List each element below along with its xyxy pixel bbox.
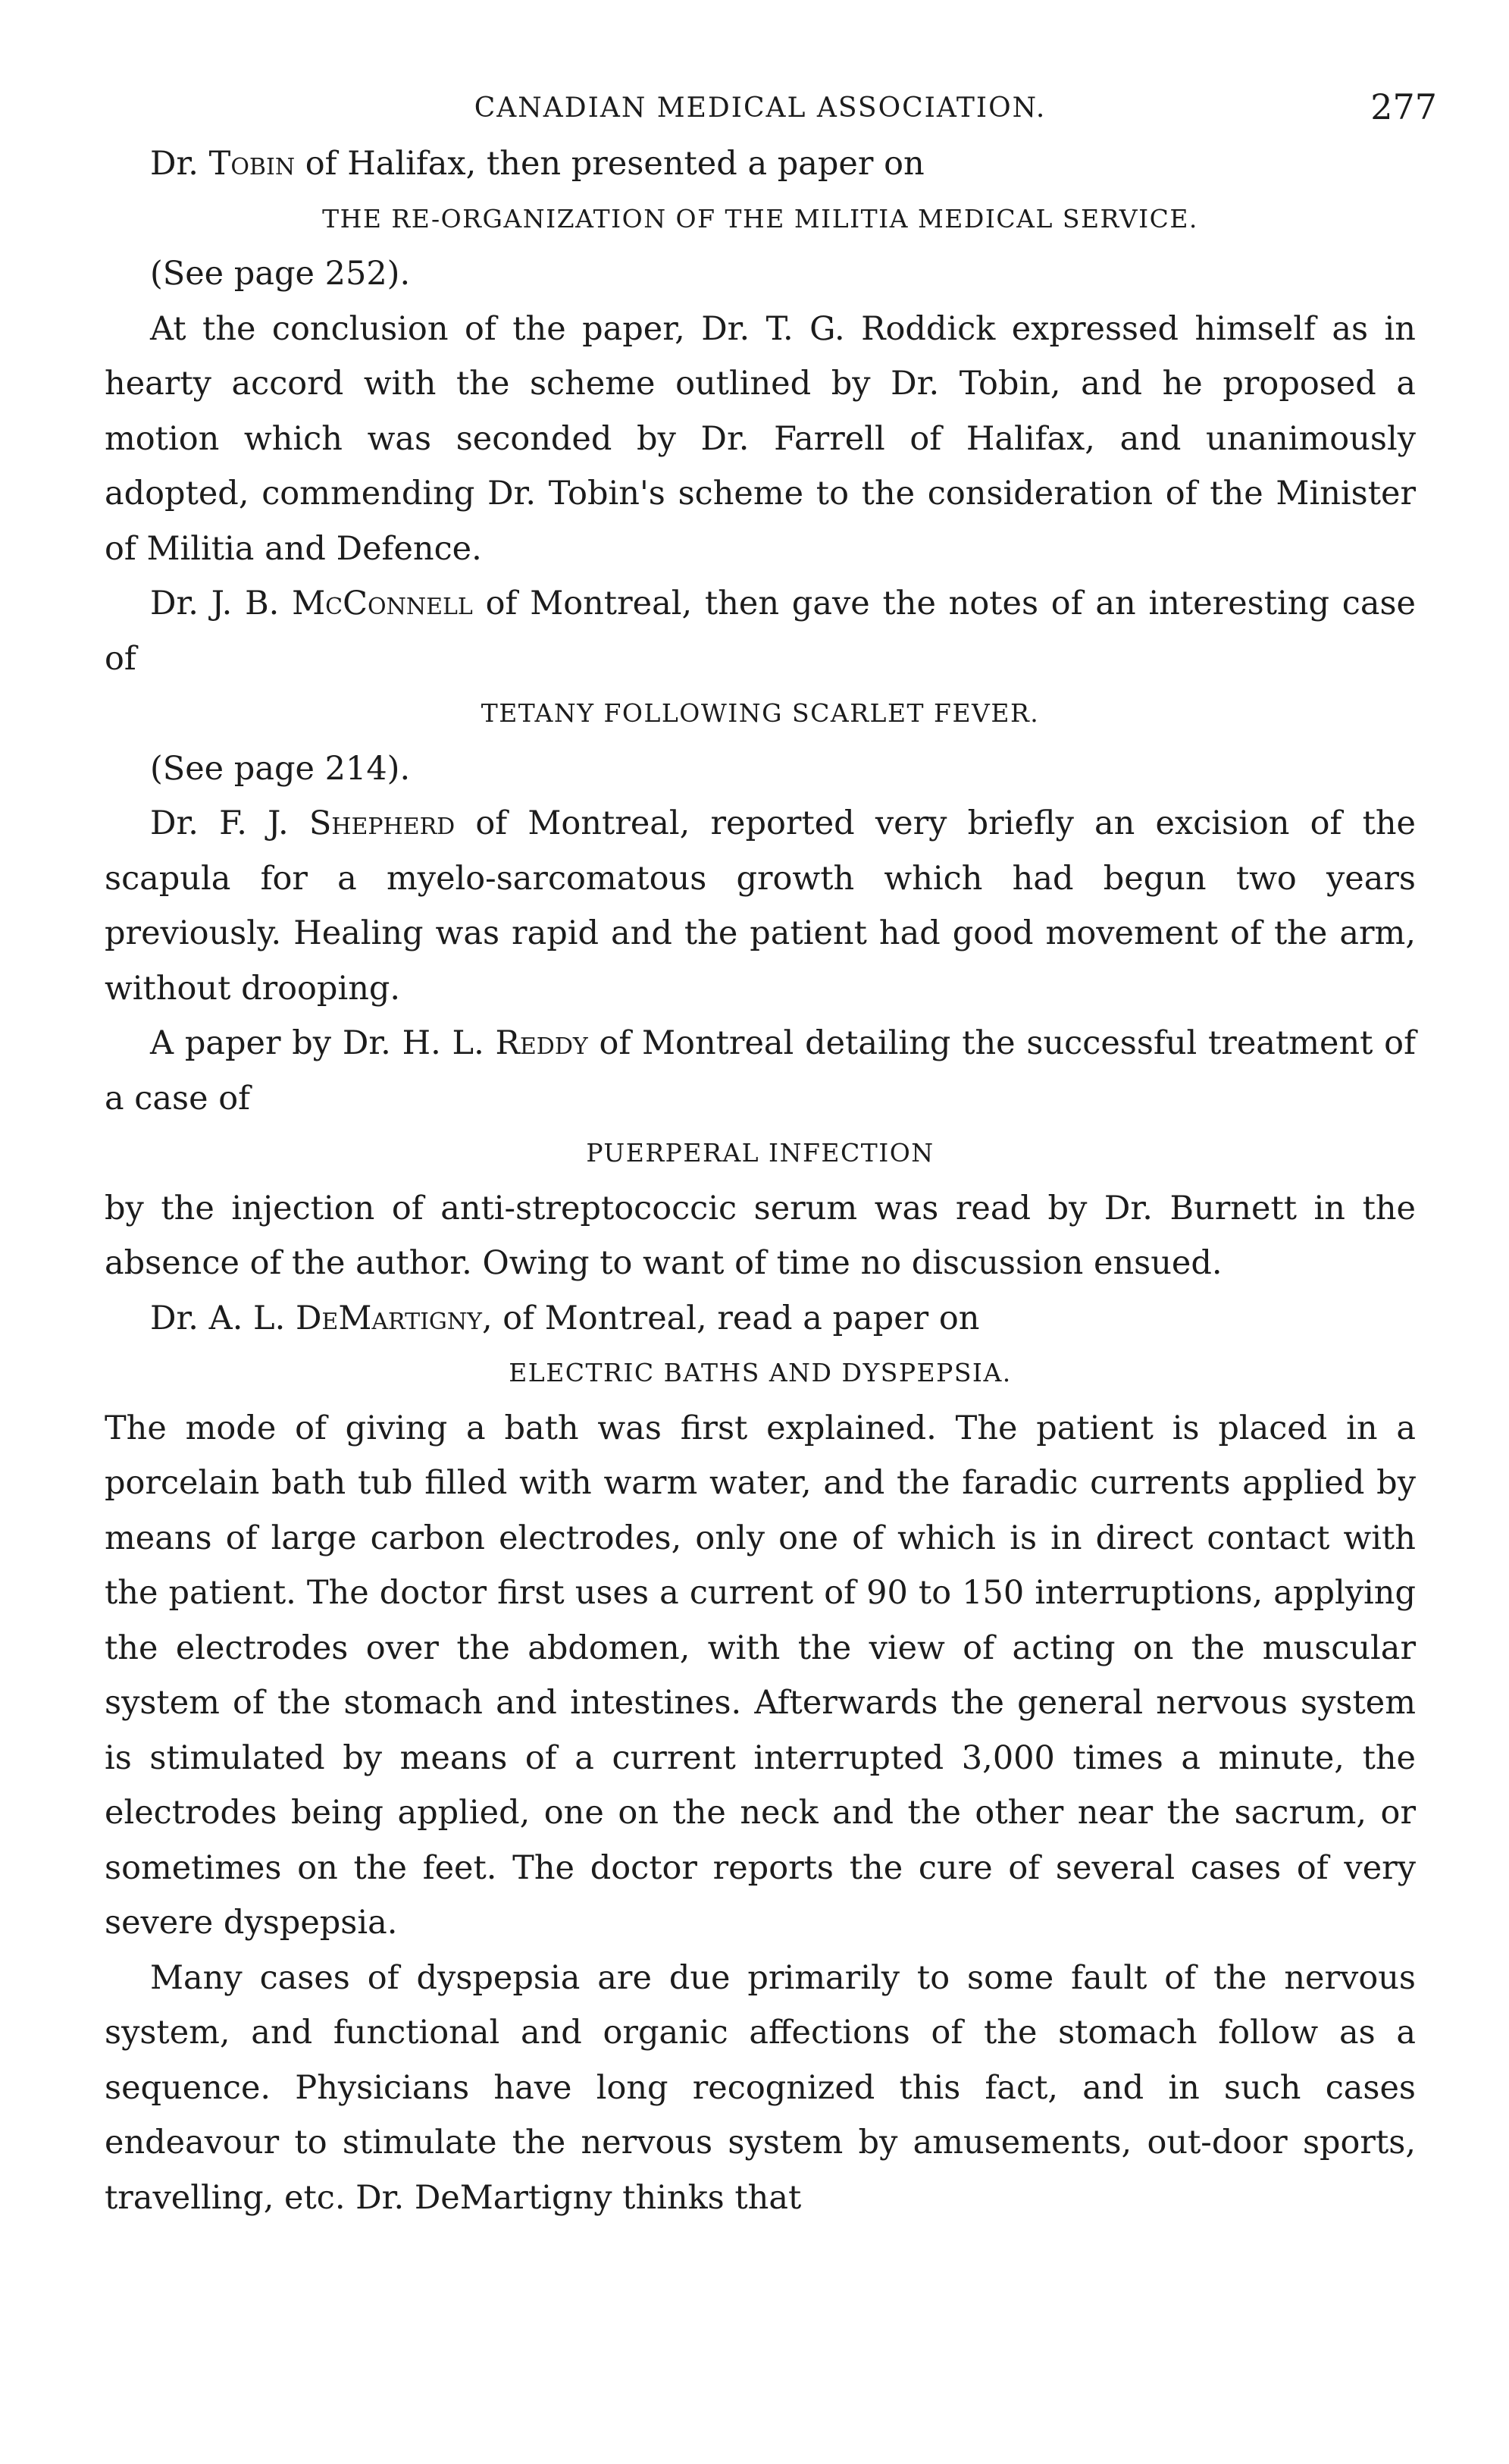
section-heading-militia: THE RE-ORGANIZATION OF THE MILITIA MEDICAL SERVICE. — [322, 203, 1198, 234]
document-page — [105, 83, 1437, 2419]
paragraph-shepherd: Dr. F. J. Shepherd of Montreal, reported very briefly an excision of the scapula for a myelo-sarcomatous growth which had begun two years previously. Healing was rapid and the patient had good movement of the arm, without drooping. — [105, 804, 1416, 1008]
paragraph-serum: by the injection of anti-streptococcic serum was read by Dr. Burnett in the absence of the author. Owing to want of time no discussion ensued. — [105, 1189, 1416, 1282]
page-number: 277 — [1370, 86, 1437, 127]
author-name: Shepherd — [308, 804, 456, 842]
section-heading-puerperal: PUERPERAL INFECTION — [586, 1138, 935, 1168]
section-heading-electric-baths: ELECTRIC BATHS AND DYSPEPSIA. — [509, 1358, 1012, 1387]
paragraph-see-page-252: (See page 252). — [150, 255, 411, 293]
paragraph-reddy: A paper by Dr. H. L. Reddy of Montreal detailing the successful treatment of a case of — [105, 1024, 1416, 1118]
running-title: CANADIAN MEDICAL ASSOCIATION. — [474, 92, 1047, 124]
paragraph-mcconnell: Dr. J. B. McConnell of Montreal, then gave the notes of an interesting case of — [105, 585, 1416, 678]
section-heading-tetany: TETANY FOLLOWING SCARLET FEVER. — [481, 698, 1040, 728]
running-header — [105, 83, 1437, 136]
author-name: Reddy — [495, 1024, 588, 1062]
paragraph-roddick-motion: At the conclusion of the paper, Dr. T. G. Roddick expressed himself as in hearty accord with the scheme outlined by Dr. Tobin, and he proposed a motion which was seconded by Dr. Farrell of Halifax, and unanimously adopted, commending Dr. Tobin's scheme to the consideration of the Minister of Militia and Defence. — [105, 309, 1416, 568]
paragraph-demartigny: Dr. A. L. DeMartigny, of Montreal, read a paper on — [150, 1299, 980, 1337]
author-name: Tobin — [208, 145, 296, 183]
paragraph-see-page-214: (See page 214). — [150, 749, 411, 788]
author-name: McConnell — [292, 585, 473, 622]
author-name: DeMartigny — [295, 1299, 482, 1337]
paragraph-tobin-paper: Dr. Tobin of Halifax, then presented a paper on — [150, 145, 925, 183]
paragraph-bath-method: The mode of giving a bath was first explained. The patient is placed in a porcelain bath tub filled with warm water, and the faradic currents applied by means of large carbon electrodes, only one of which is in direct contact with the patient. The doctor first uses a current of 90 to 150 interruptions, applying the electrodes over the abdomen, with the view of acting on the muscular system of the stomach and intestines. Afterwards the general nervous system is stimulated by means of a current interrupted 3,000 times a minute, the electrodes being applied, one on the neck and the other near the sacrum, or sometimes on the feet. The doctor reports the cure of several cases of very severe dyspepsia. — [105, 1409, 1416, 1942]
body-text — [105, 136, 1416, 2225]
paragraph-dyspepsia-causes: Many cases of dyspepsia are due primarily to some fault of the nervous system, and functional and organic affections of the stomach follow as a sequence. Physicians have long recognized this fact, and in such cases endeavour to stimulate the nervous system by amusements, out-door sports, travelling, etc. Dr. DeMartigny thinks that — [105, 1958, 1416, 2217]
